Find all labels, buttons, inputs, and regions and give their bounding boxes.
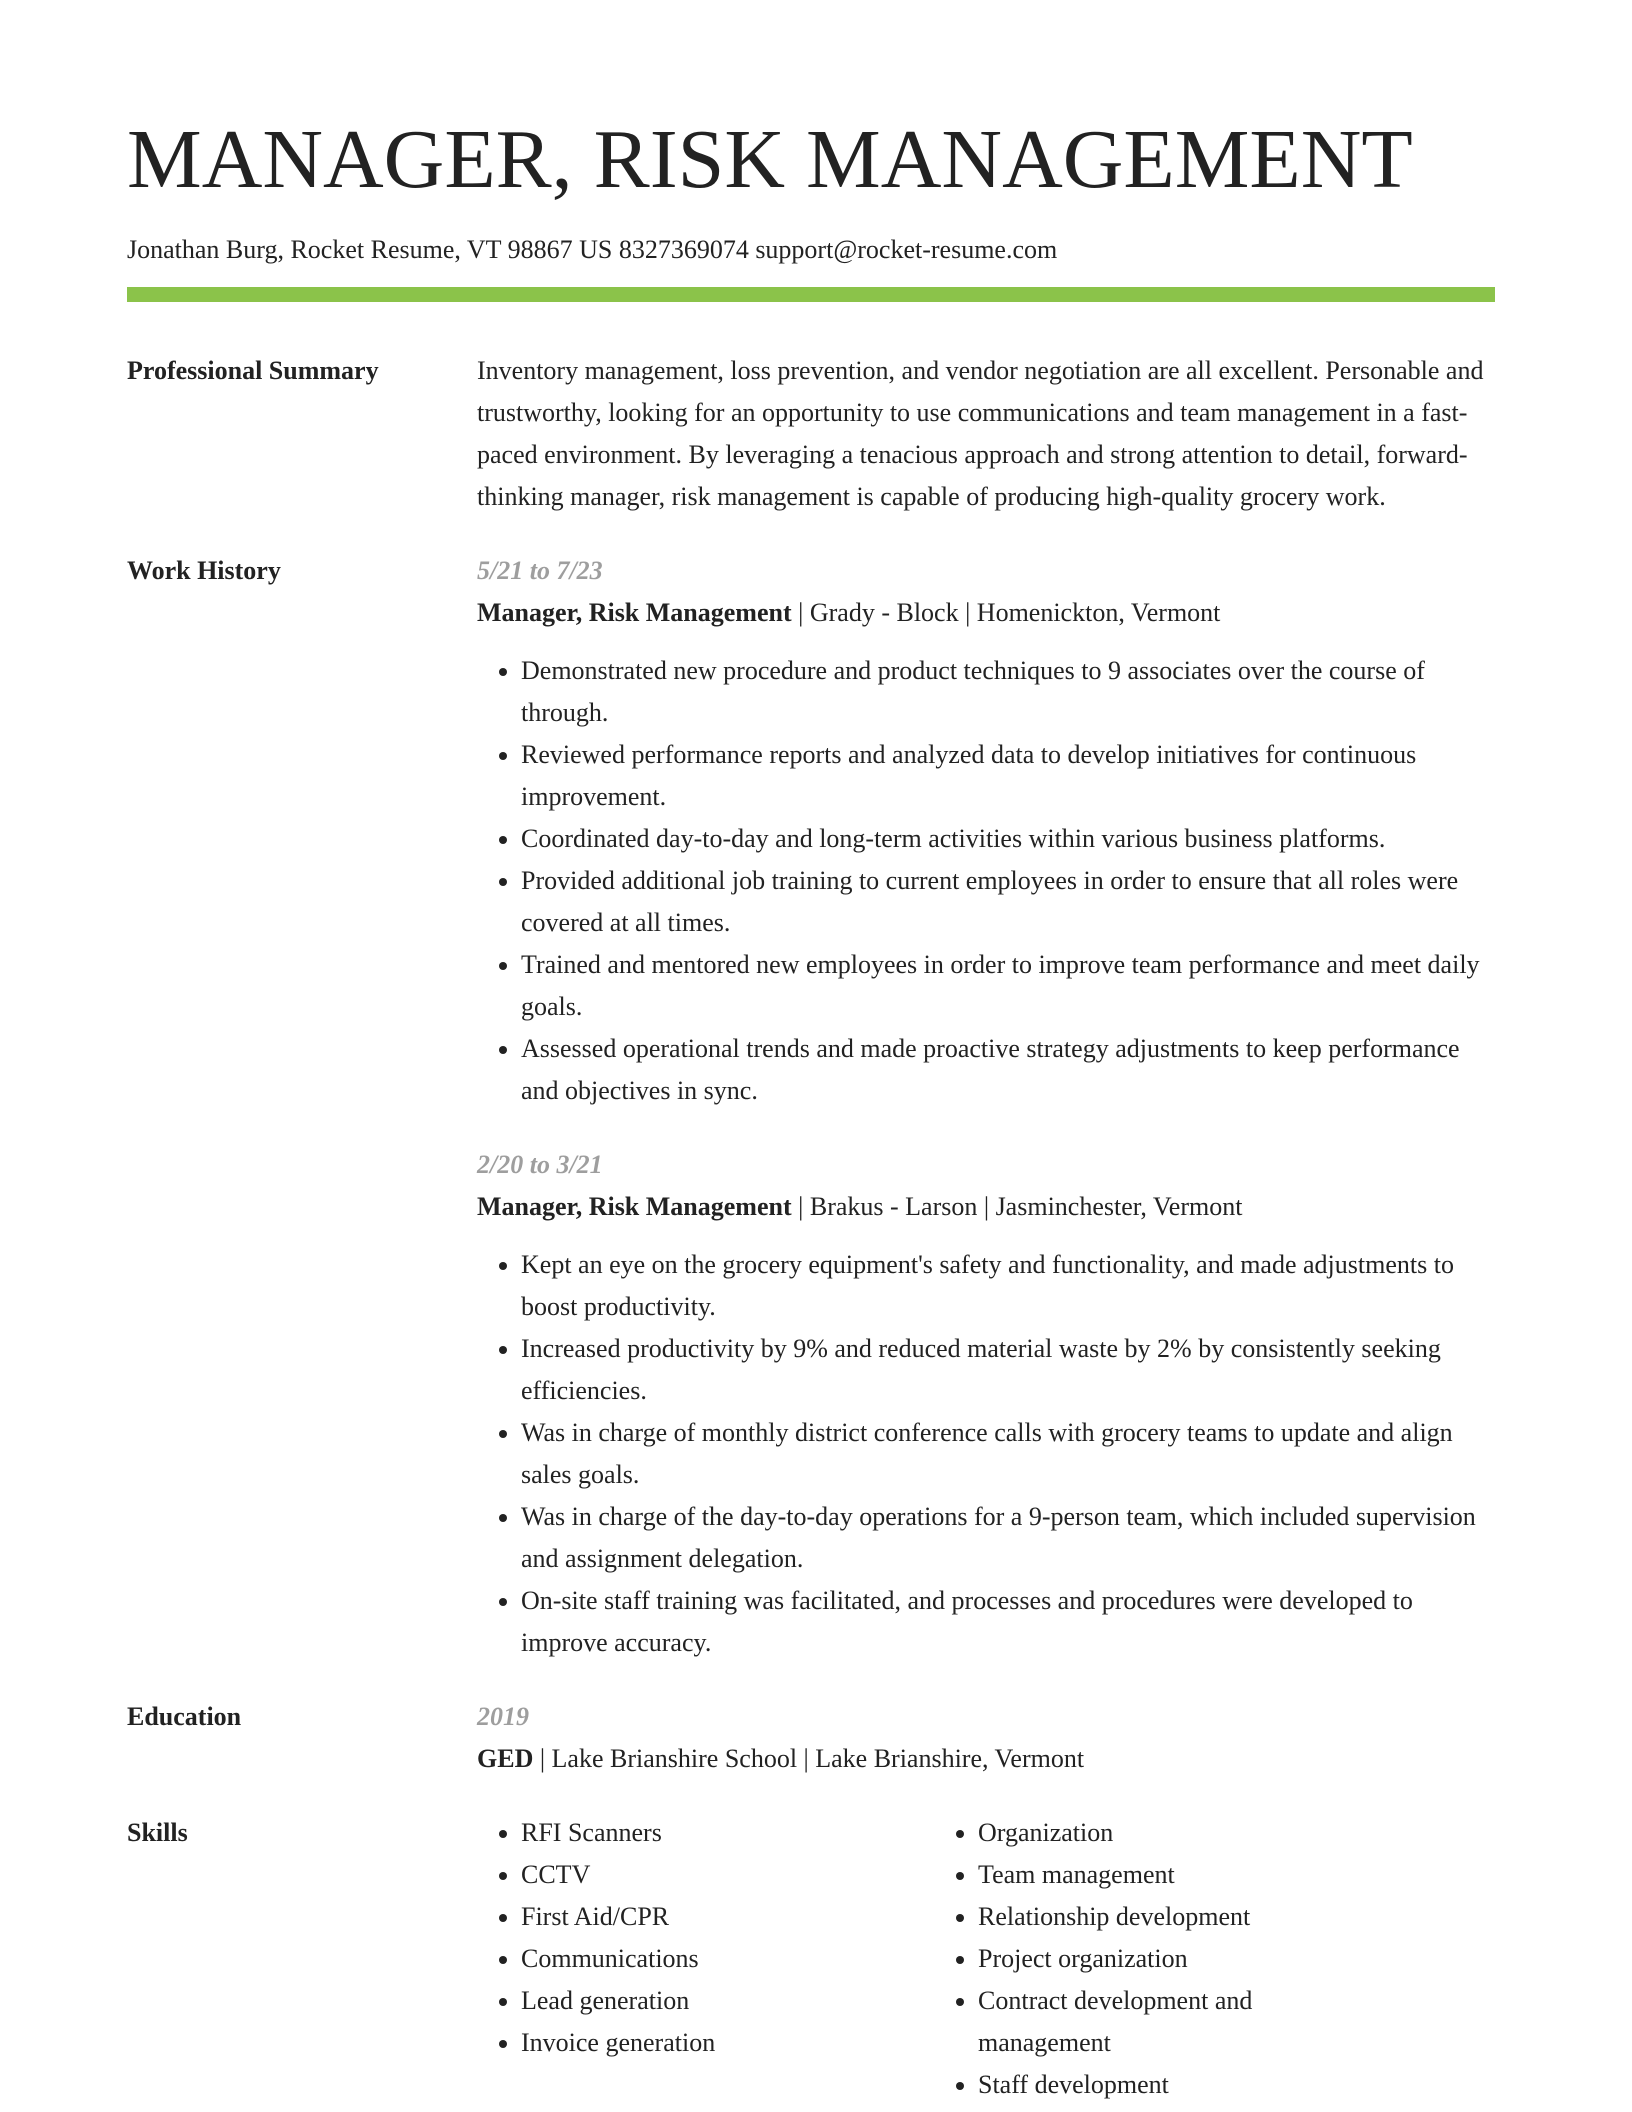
job-bullet: • Demonstrated new procedure and product techniques to 9 associates over the course of through. <box>521 650 1495 734</box>
job-role-line <box>477 1186 1495 1228</box>
summary-section <box>127 350 1495 518</box>
job-title: Manager, Risk Management <box>477 598 792 628</box>
education-heading: Education <box>127 1702 242 1732</box>
job-bullet: • Assessed operational trends and made proactive strategy adjustments to keep performance and objectives in sync. <box>521 1028 1495 1112</box>
skills-list-left <box>477 1812 934 2106</box>
job-entry <box>477 550 1495 1112</box>
job-bullet-list <box>477 1244 1495 1664</box>
job-bullet: • Increased productivity by 9% and reduced material waste by 2% by consistently seeking efficiencies. <box>521 1328 1495 1412</box>
skill-item: • First Aid/CPR <box>521 1896 934 1938</box>
skill-item: • Contract development and management <box>978 1980 1391 2064</box>
skill-item: • Lead generation <box>521 1980 934 2022</box>
education-line <box>477 1738 1495 1780</box>
job-bullet: • Trained and mentored new employees in order to improve team performance and meet daily goals. <box>521 944 1495 1028</box>
skill-item: • Communications <box>521 1938 934 1980</box>
education-year: 2019 <box>477 1702 529 1732</box>
skill-item: • Staff development <box>978 2064 1391 2106</box>
job-bullet: • Was in charge of monthly district conference calls with grocery teams to update and align sales goals. <box>521 1412 1495 1496</box>
job-entry <box>477 1144 1495 1664</box>
job-title: Manager, Risk Management <box>477 1192 792 1222</box>
job-details: | Brakus - Larson | Jasminchester, Vermont <box>791 1192 1243 1222</box>
job-bullet: • Provided additional job training to current employees in order to ensure that all roles were covered at all times. <box>521 860 1495 944</box>
summary-text: Inventory management, loss prevention, and vendor negotiation are all excellent. Personable and trustworthy, looking for an opportunity to use communications and team management in a fast-paced environment. By leveraging a tenacious approach and strong attention to detail, forward-thinking manager, risk management is capable of producing high-quality grocery work. <box>477 356 1484 512</box>
job-bullet: • Coordinated day-to-day and long-term activities within various business platforms. <box>521 818 1495 860</box>
skill-item: • Invoice generation <box>521 2022 934 2064</box>
job-bullet: • Reviewed performance reports and analyzed data to develop initiatives for continuous improvement. <box>521 734 1495 818</box>
skills-body <box>477 1812 1495 2106</box>
work-history-body <box>477 550 1495 1664</box>
work-history-heading: Work History <box>127 556 281 586</box>
skills-list-right <box>934 1812 1391 2106</box>
accent-divider <box>127 287 1495 302</box>
job-details: | Grady - Block | Homenickton, Vermont <box>791 598 1221 628</box>
job-dates: 2/20 to 3/21 <box>477 1150 603 1180</box>
skill-item: • Organization <box>978 1812 1391 1854</box>
contact-line: Jonathan Burg, Rocket Resume, VT 98867 US 8327369074 support@rocket-resume.com <box>127 235 1058 264</box>
skills-heading: Skills <box>127 1818 188 1848</box>
education-details: | Lake Brianshire School | Lake Brianshire, Vermont <box>533 1744 1085 1774</box>
skill-item: • Team management <box>978 1854 1391 1896</box>
education-degree: GED <box>477 1744 534 1774</box>
skills-section <box>127 1812 1495 2106</box>
work-history-section <box>127 550 1495 1664</box>
resume-title: MANAGER, RISK MANAGEMENT <box>127 113 1413 206</box>
job-bullet-list <box>477 650 1495 1112</box>
job-bullet: • Was in charge of the day-to-day operations for a 9-person team, which included supervision and assignment delegation. <box>521 1496 1495 1580</box>
skill-item: • Project organization <box>978 1938 1391 1980</box>
job-bullet: • On-site staff training was facilitated, and processes and procedures were developed to improve accuracy. <box>521 1580 1495 1664</box>
job-bullet: • Kept an eye on the grocery equipment's safety and functionality, and made adjustments to boost productivity. <box>521 1244 1495 1328</box>
skill-item: • Relationship development <box>978 1896 1391 1938</box>
summary-heading: Professional Summary <box>127 356 379 386</box>
education-section <box>127 1696 1495 1780</box>
skill-item: • CCTV <box>521 1854 934 1896</box>
skill-item: • RFI Scanners <box>521 1812 934 1854</box>
job-dates: 5/21 to 7/23 <box>477 556 603 586</box>
education-body <box>477 1696 1495 1780</box>
job-role-line <box>477 592 1495 634</box>
resume-page <box>127 113 1495 2106</box>
